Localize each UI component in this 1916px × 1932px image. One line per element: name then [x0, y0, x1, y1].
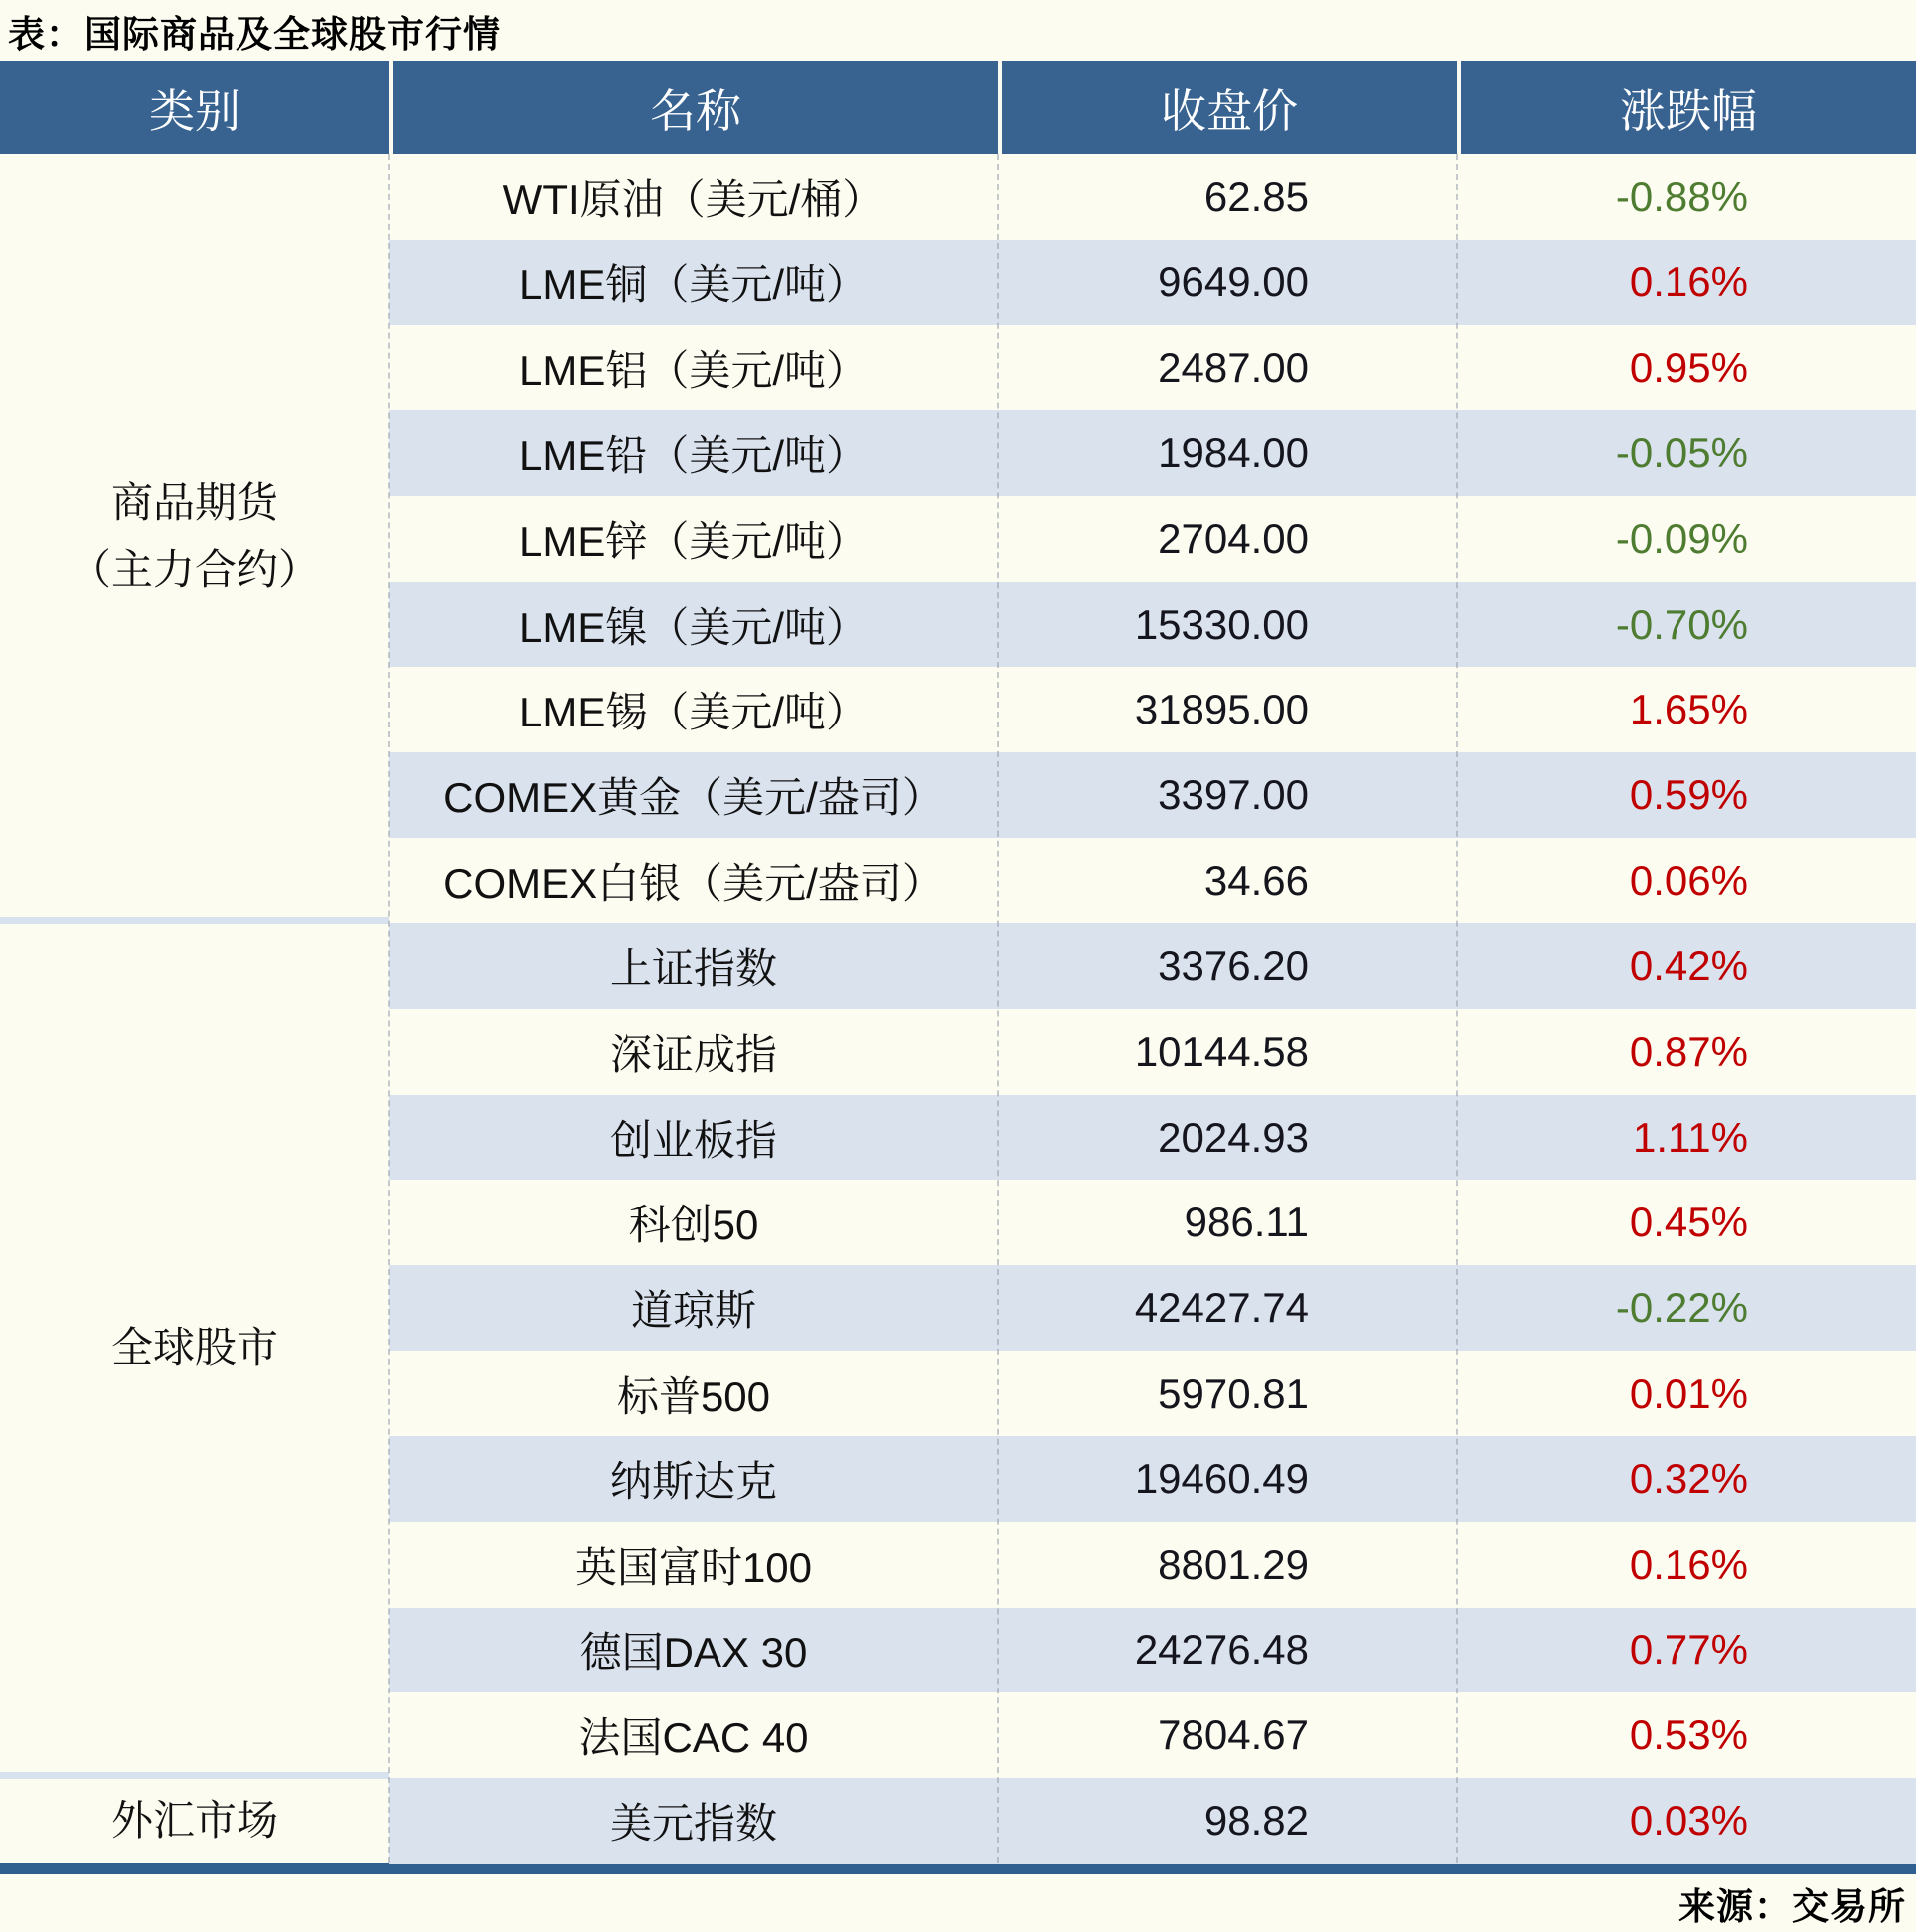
- table-row: [389, 410, 1916, 496]
- instrument-name: LME锌（美元/吨）: [518, 517, 869, 565]
- change-percent: 0.59%: [1629, 770, 1748, 818]
- close-price: 19460.49: [1134, 1455, 1309, 1503]
- change-percent: 0.77%: [1629, 1626, 1748, 1674]
- close-price: 8801.29: [1158, 1540, 1309, 1588]
- instrument-name: LME锡（美元/吨）: [518, 689, 869, 736]
- change-percent: 0.32%: [1629, 1455, 1748, 1503]
- close-price: 3376.20: [1158, 942, 1309, 990]
- category-commodity-futures: [0, 154, 389, 917]
- change-percent: -0.05%: [1615, 429, 1748, 477]
- close-price: 2487.00: [1158, 343, 1309, 391]
- close-price: 1984.00: [1158, 429, 1309, 477]
- instrument-name: COMEX黄金（美元/盎司）: [443, 773, 944, 821]
- close-price: 986.11: [1184, 1199, 1309, 1246]
- category-global-stocks: [0, 917, 389, 1772]
- change-percent: -0.88%: [1615, 173, 1748, 221]
- close-price: 62.85: [1203, 173, 1309, 221]
- page-title: 表：国际商品及全球股市行情: [8, 13, 501, 55]
- close-price: 98.82: [1203, 1796, 1309, 1844]
- table-row: [389, 1692, 1916, 1778]
- close-price: 9649.00: [1158, 257, 1309, 305]
- category-label: 商品期货 （主力合约）: [68, 478, 320, 593]
- column-divider: [1456, 154, 1458, 1863]
- table-row: [389, 496, 1916, 582]
- instrument-name: LME铜（美元/吨）: [518, 260, 869, 308]
- table-bottom-border: [0, 1863, 1916, 1874]
- close-price: 15330.00: [1134, 600, 1309, 648]
- change-percent: 1.11%: [1633, 1113, 1748, 1161]
- market-table: [0, 61, 1916, 1874]
- close-price: 24276.48: [1134, 1626, 1309, 1674]
- change-percent: 0.16%: [1629, 1540, 1748, 1588]
- close-price: 7804.67: [1158, 1711, 1309, 1759]
- instrument-name: 上证指数: [609, 945, 777, 993]
- table-row: [389, 1265, 1916, 1351]
- close-price: 3397.00: [1158, 770, 1309, 818]
- category-column: [0, 154, 389, 1863]
- table-row: [389, 1608, 1916, 1693]
- change-percent: -0.09%: [1615, 514, 1748, 562]
- change-percent: 0.03%: [1629, 1796, 1748, 1844]
- table-row: [389, 667, 1916, 752]
- instrument-name: LME镍（美元/吨）: [518, 603, 869, 651]
- header-close: 收盘价: [998, 61, 1457, 154]
- table-row: [389, 752, 1916, 838]
- instrument-name: 标普500: [616, 1372, 771, 1420]
- instrument-name: 纳斯达克: [609, 1458, 777, 1506]
- table-body: [0, 154, 1916, 1863]
- table-row: [389, 240, 1916, 325]
- category-label: 全球股市: [110, 1324, 278, 1372]
- instrument-name: COMEX白银（美元/盎司）: [443, 859, 944, 907]
- instrument-name: 深证成指: [609, 1030, 777, 1078]
- table-row: [389, 1095, 1916, 1181]
- column-divider: [388, 154, 390, 1863]
- table-row: [389, 154, 1916, 240]
- close-price: 31895.00: [1134, 686, 1309, 733]
- change-percent: 0.42%: [1629, 942, 1748, 990]
- instrument-name: 创业板指: [609, 1116, 777, 1164]
- table-row: [389, 838, 1916, 924]
- close-price: 2704.00: [1158, 514, 1309, 562]
- close-price: 5970.81: [1158, 1369, 1309, 1417]
- change-percent: 0.87%: [1629, 1027, 1748, 1075]
- instrument-name: WTI原油（美元/桶）: [502, 176, 885, 224]
- instrument-name: 美元指数: [609, 1799, 777, 1847]
- table-header-row: [0, 61, 1916, 154]
- instrument-name: LME铝（美元/吨）: [518, 346, 869, 394]
- instrument-name: 德国DAX 30: [579, 1629, 808, 1677]
- header-category: 类别: [149, 84, 240, 137]
- column-divider: [997, 154, 999, 1863]
- change-percent: 0.53%: [1629, 1711, 1748, 1759]
- table-row: [389, 1778, 1916, 1864]
- change-percent: 0.06%: [1629, 856, 1748, 904]
- header-change: 涨跌幅: [1457, 61, 1916, 154]
- table-row: [389, 1180, 1916, 1265]
- close-price: 42427.74: [1134, 1283, 1309, 1331]
- instrument-name: 英国富时100: [574, 1543, 813, 1591]
- change-percent: 0.95%: [1629, 343, 1748, 391]
- close-price: 34.66: [1203, 856, 1309, 904]
- change-percent: -0.22%: [1615, 1283, 1748, 1331]
- table-row: [389, 1436, 1916, 1522]
- instrument-name: 科创50: [628, 1202, 759, 1249]
- change-percent: 0.16%: [1629, 257, 1748, 305]
- category-label: 外汇市场: [110, 1797, 278, 1845]
- close-price: 2024.93: [1158, 1113, 1309, 1161]
- change-percent: 1.65%: [1629, 686, 1748, 733]
- table-row: [389, 1522, 1916, 1608]
- change-percent: 0.45%: [1629, 1199, 1748, 1246]
- instrument-name: LME铅（美元/吨）: [518, 432, 869, 480]
- table-row: [389, 325, 1916, 411]
- instrument-name: 道琼斯: [630, 1286, 756, 1334]
- close-price: 10144.58: [1134, 1027, 1309, 1075]
- change-percent: 0.01%: [1629, 1369, 1748, 1417]
- change-percent: -0.70%: [1615, 600, 1748, 648]
- source-note: 来源：交易所: [1678, 1886, 1906, 1928]
- table-row: [389, 1351, 1916, 1437]
- instrument-name: 法国CAC 40: [578, 1714, 809, 1762]
- data-rows: [389, 154, 1916, 1863]
- header-name: 名称: [389, 61, 998, 154]
- category-fx-market: [0, 1772, 389, 1864]
- table-row: [389, 923, 1916, 1009]
- table-row: [389, 582, 1916, 668]
- table-row: [389, 1009, 1916, 1095]
